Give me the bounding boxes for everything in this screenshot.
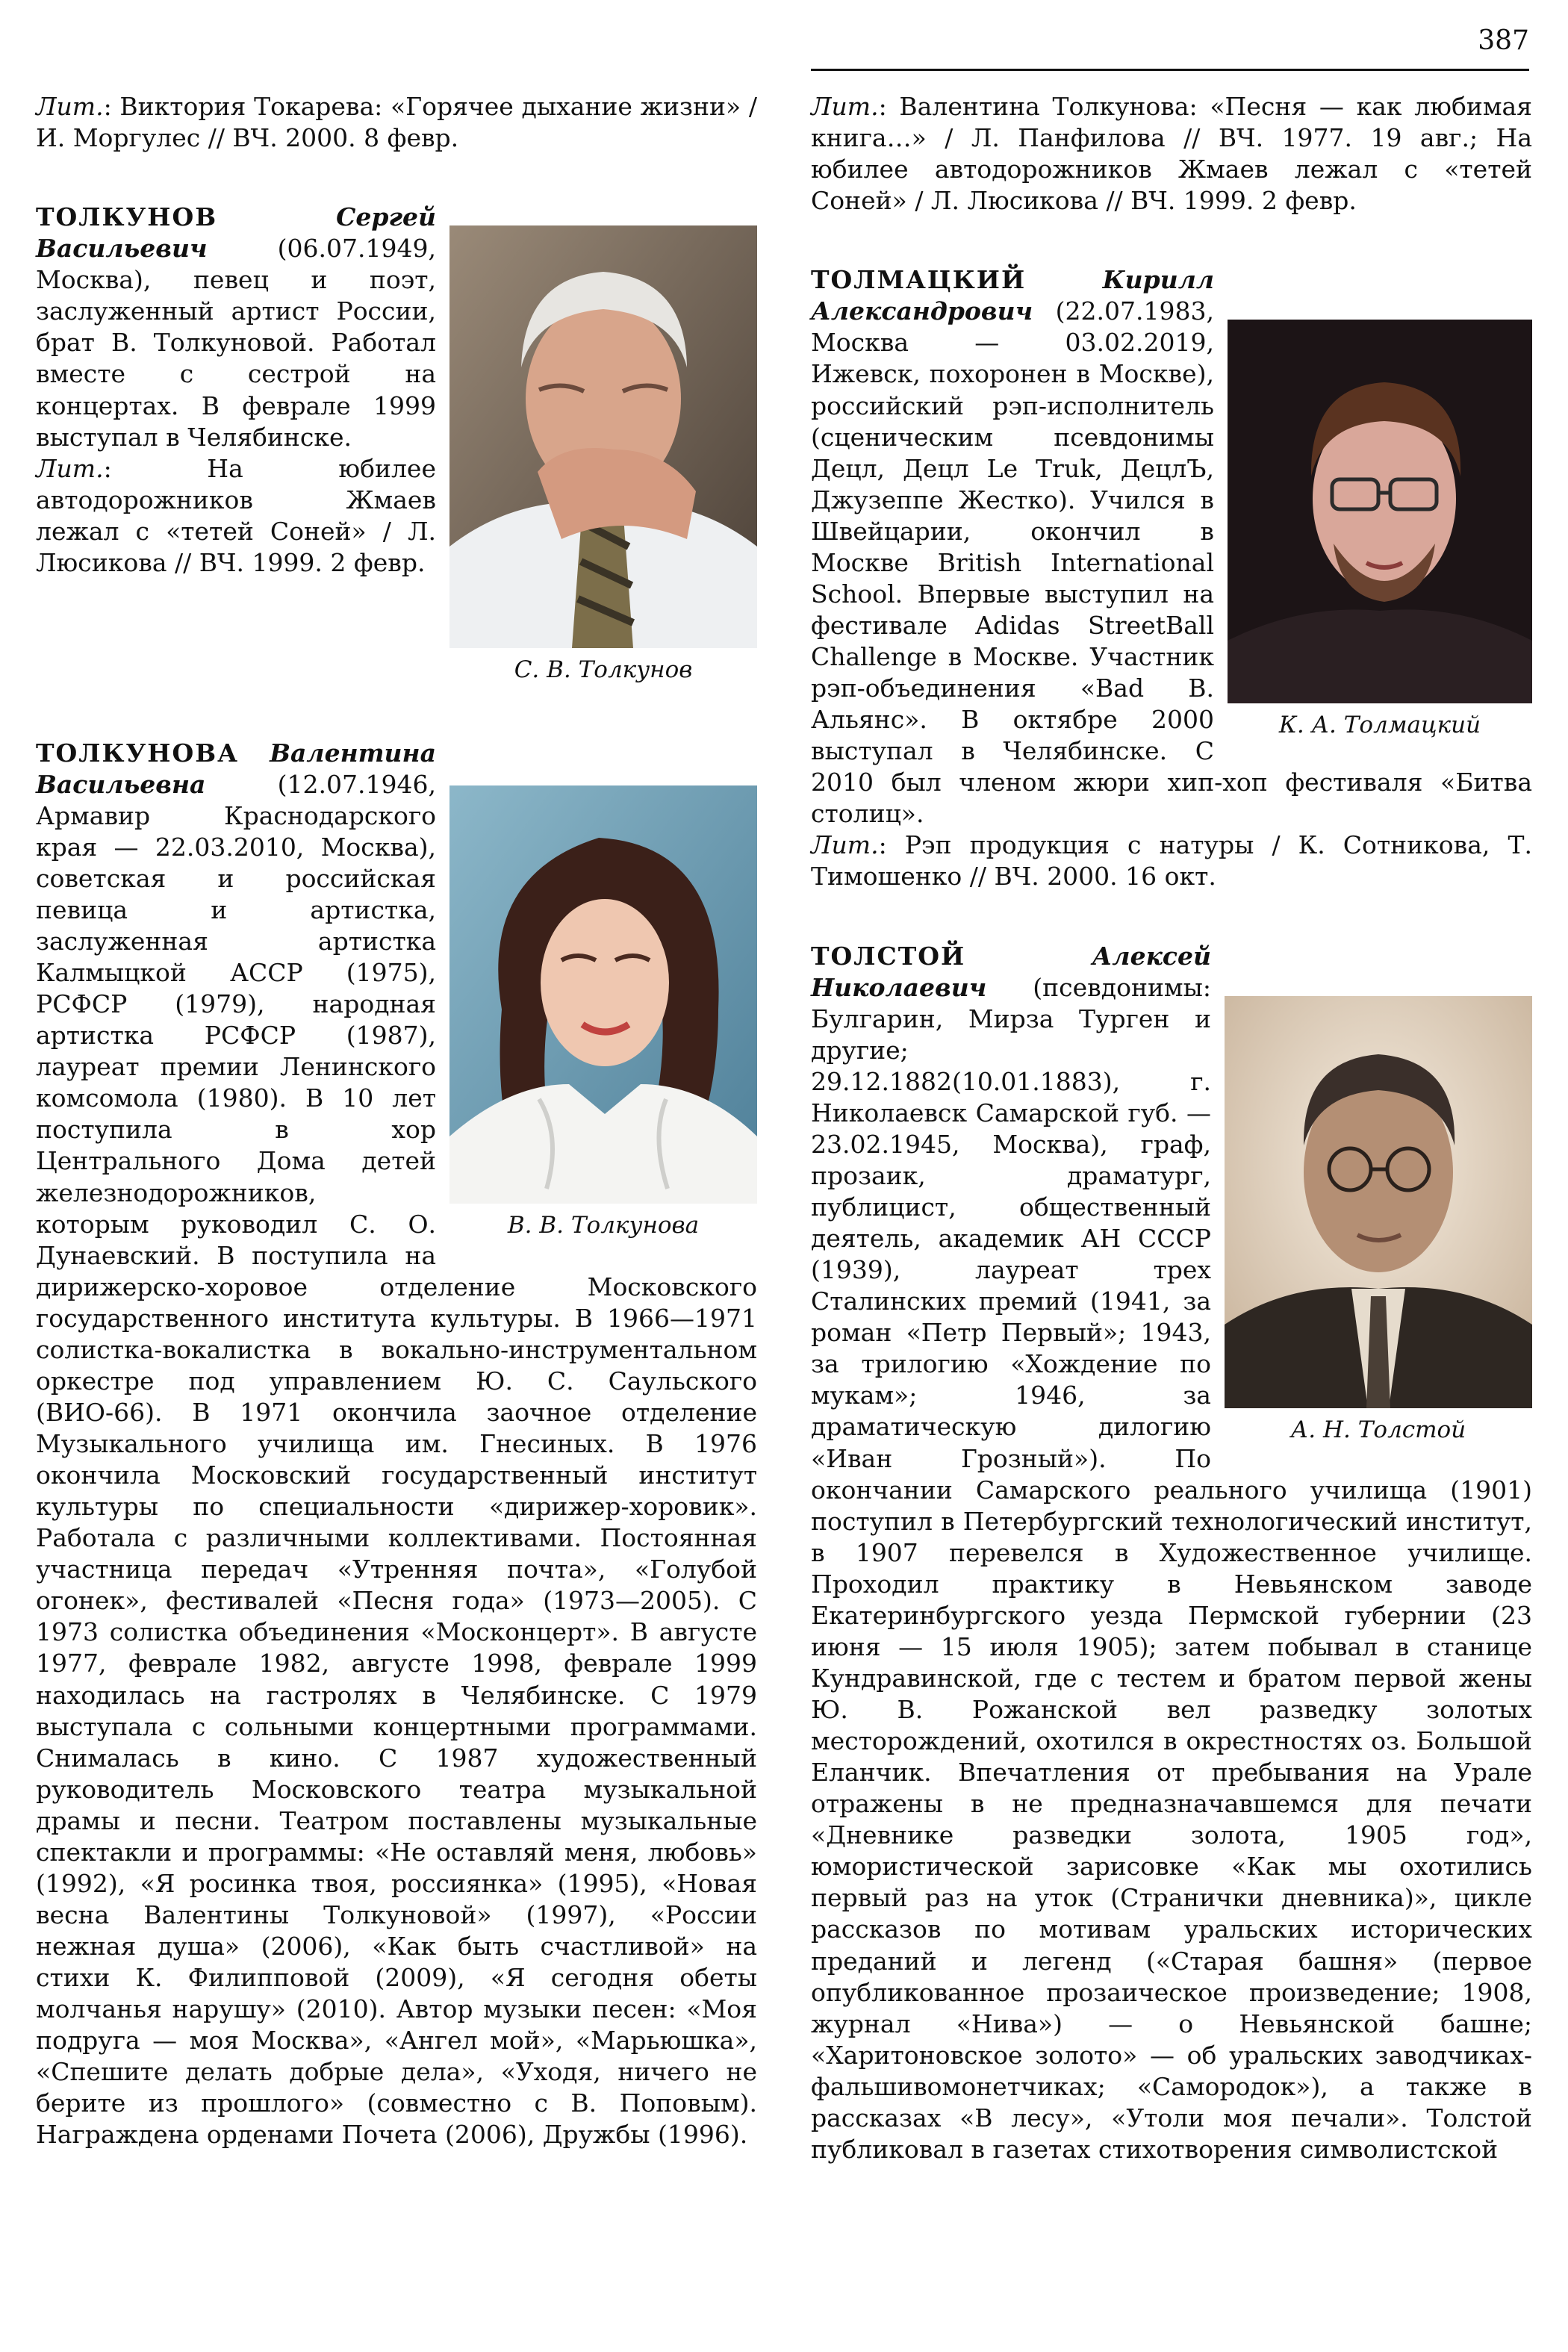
- caption-tolstoy: А. Н. Толстой: [1290, 1416, 1466, 1443]
- lit-label: Лит.: [811, 92, 879, 121]
- photo-tolstoy-figure: [1225, 996, 1532, 1446]
- entry-tolkunov: [36, 202, 757, 690]
- tolmatsky-bio-text: (22.07.1983, Москва — 03.02.2019, Ижевск, похоронен в Москве), российский рэп-исполнитель (сценическим псевдонимы Децл, Децл Le Truk, ДецлЪ, Джузеппе Жестко). Учился в Швейцарии, окончил в Москве British International School. Впервые выступил на фестивале Adidas StreetBall Challenge в Москве. Участник рэп-объединения «Bad B. Альянс». В октябре 2000 выступал в Челябинске. С 2010 был членом жюри хип-хоп фестиваля «Битва столиц».: [811, 296, 1532, 829]
- tolkunova-surname: ТОЛКУНОВА: [36, 738, 239, 768]
- right-prev-literature: [811, 91, 1532, 217]
- entry-tolstoy: [811, 941, 1532, 2165]
- right-column: [811, 91, 1532, 2165]
- entry-tolkunova: [36, 738, 757, 2151]
- lit-label: Лит.: [811, 830, 879, 860]
- photo-tolkunova: [449, 785, 757, 1204]
- tolkunova-given: Валентина Васильевна: [36, 738, 436, 799]
- entry-tolmatsky: [811, 264, 1532, 892]
- lit-text: : Виктория Токарева: «Горячее дыхание жизни» / И. Моргулес // ВЧ. 2000. 8 февр.: [36, 92, 757, 153]
- tolkunov-given: Сергей Васильевич: [36, 202, 436, 264]
- lit-text: : Рэп продукция с натуры / К. Сотникова, Т. Тимошенко // ВЧ. 2000. 16 окт.: [811, 830, 1532, 892]
- tolkunov-bio-text: (06.07.1949, Москва), певец и поэт, заслуженный артист России, брат В. Толкуновой. Работал вместе с сестрой на концертах. В феврале 1999 выступал в Челябинске.: [36, 234, 436, 452]
- caption-tolmatsky: К. А. Толмацкий: [1278, 712, 1481, 739]
- tolkunov-surname: ТОЛКУНОВ: [36, 202, 218, 232]
- lit-text: : На юбилее автодорожников Жмаев лежал с «тетей Соней» / Л. Люсикова // ВЧ. 1999. 2 февр.: [36, 453, 436, 577]
- tolstoy-given: Алексей Николаевич: [811, 941, 1211, 1002]
- tolmatsky-literature: [811, 830, 1532, 892]
- caption-tolkunova: В. В. Толкунова: [507, 1211, 700, 1239]
- tolmatsky-surname: ТОЛМАЦКИЙ: [811, 265, 1027, 295]
- tolstoy-bio-text: (псевдонимы: Булгарин, Мирза Турген и другие; 29.12.1882(10.01.1883), г. Николаевск Самарской губ. — 23.02.1945, Москва), граф, прозаик, драматург, публицист, общественный деятель, академик АН СССР (1939), лауреат трех Сталинских премий (1941, за роман «Петр Первый»; 1943, за трилогию «Хождение по мукам»; 1946, за драматическую дилогию «Иван Грозный»). По окончании Самарского реального училища (1901) поступил в Петербургский технологический институт, в 1907 перевелся в Художественное училище. Проходил практику в Невьянском заводе Екатеринбургского уезда Пермской губернии (23 июня — 15 июля 1905); затем побывал в станице Кундравинской, где с тестем и братом первой жены Ю. В. Рожанской вел разведку золотых месторождений, охотился в окрестностях оз. Большой Еланчик. Впечатления от пребывания на Урале отражены в не предназначавшемся для печати «Дневнике разведки золота, 1905 год», юмористической зарисовке «Как мы охотились первый раз на уток (Странички дневника)», цикле рассказов по мотивам уральских исторических преданий и легенд («Старая башня» (первое опубликованное прозаическое произведение; 1908, журнал «Нива») — о Невьянской башне; «Харитоновское золото» — об уральских заводчиках-фальшивомонетчиках; «Самородок»), а также в рассказах «В лесу», «Утоли моя печали». Толстой публиковал в газетах стихотворения символистской: [811, 972, 1532, 2164]
- left-prev-literature: [36, 91, 757, 154]
- left-column: [36, 91, 757, 2150]
- photo-tolkunov-figure: [449, 225, 757, 685]
- photo-tolmatsky: [1228, 320, 1532, 703]
- caption-tolkunov: С. В. Толкунов: [514, 656, 693, 684]
- tolkunova-bio-text: (12.07.1946, Армавир Краснодарского края — 22.03.2010, Москва), советская и российская певица и артистка, заслуженная артистка Калмыцкой АССР (1975), РСФСР (1979), народная артистка РСФСР (1987), лауреат премии Ленинского комсомола (1980). В 10 лет поступила в хор Центрального Дома детей железнодорожников, которым руководил С. О. Дунаевский. В поступила на дирижерско-хоровое отделение Московского государственного института культуры. В 1966—1971 солистка-вокалистка в вокально-инструментальном оркестре под управлением Ю. С. Саульского (ВИО-66). В 1971 окончила заочное отделение Музыкального училища им. Гнесиных. В 1976 окончила Московский государственный институт культуры по специальности «дирижер-хоровик». Работала с различными коллективами. Постоянная участница передач «Утренняя почта», «Голубой огонек», фестивалей «Песня года» (1973—2005). С 1973 солистка объединения «Москонцерт». В августе 1977, феврале 1982, августе 1998, феврале 1999 находилась на гастролях в Челябинске. С 1979 выступала с сольными концертными программами. Снималась в кино. С 1987 художественный руководитель Московского театра музыкальной драмы и песни. Театром поставлены музыкальные спектакли и программы: «Не оставляй меня, любовь» (1992), «Я росинка твоя, россиянка» (1995), «Новая весна Валентины Толкуновой» (1997), «России нежная душа» (2006), «Как быть счастливой» на стихи К. Филипповой (2009), «Я сегодня обеты молчанья нарушу» (2010). Автор музыки песен: «Моя подруга — моя Москва», «Ангел мой», «Марьюшка», «Спешите делать добрые дела», «Уходя, ничего не берите из прошлого» (совместно с В. Поповым). Награждена орденами Почета (2006), Дружбы (1996).: [36, 769, 757, 2150]
- tolstoy-surname: ТОЛСТОЙ: [811, 941, 966, 971]
- photo-tolkunova-figure: [449, 785, 757, 1241]
- lit-text: : Валентина Толкунова: «Песня — как любимая книга…» / Л. Панфилова // ВЧ. 1977. 19 авг.; На юбилее автодорожников Жмаев лежал с «тетей Соней» / Л. Люсикова // ВЧ. 1999. 2 февр.: [811, 92, 1532, 216]
- photo-tolstoy: [1225, 996, 1532, 1408]
- lit-label: Лит.: [36, 453, 104, 483]
- lit-label: Лит.: [36, 92, 104, 121]
- photo-tolkunov: [449, 225, 757, 648]
- page-number: 387: [1478, 25, 1529, 56]
- photo-tolmatsky-figure: [1228, 320, 1532, 741]
- tolmatsky-given: Кирилл Александрович: [811, 265, 1214, 326]
- header-rule: [811, 69, 1529, 71]
